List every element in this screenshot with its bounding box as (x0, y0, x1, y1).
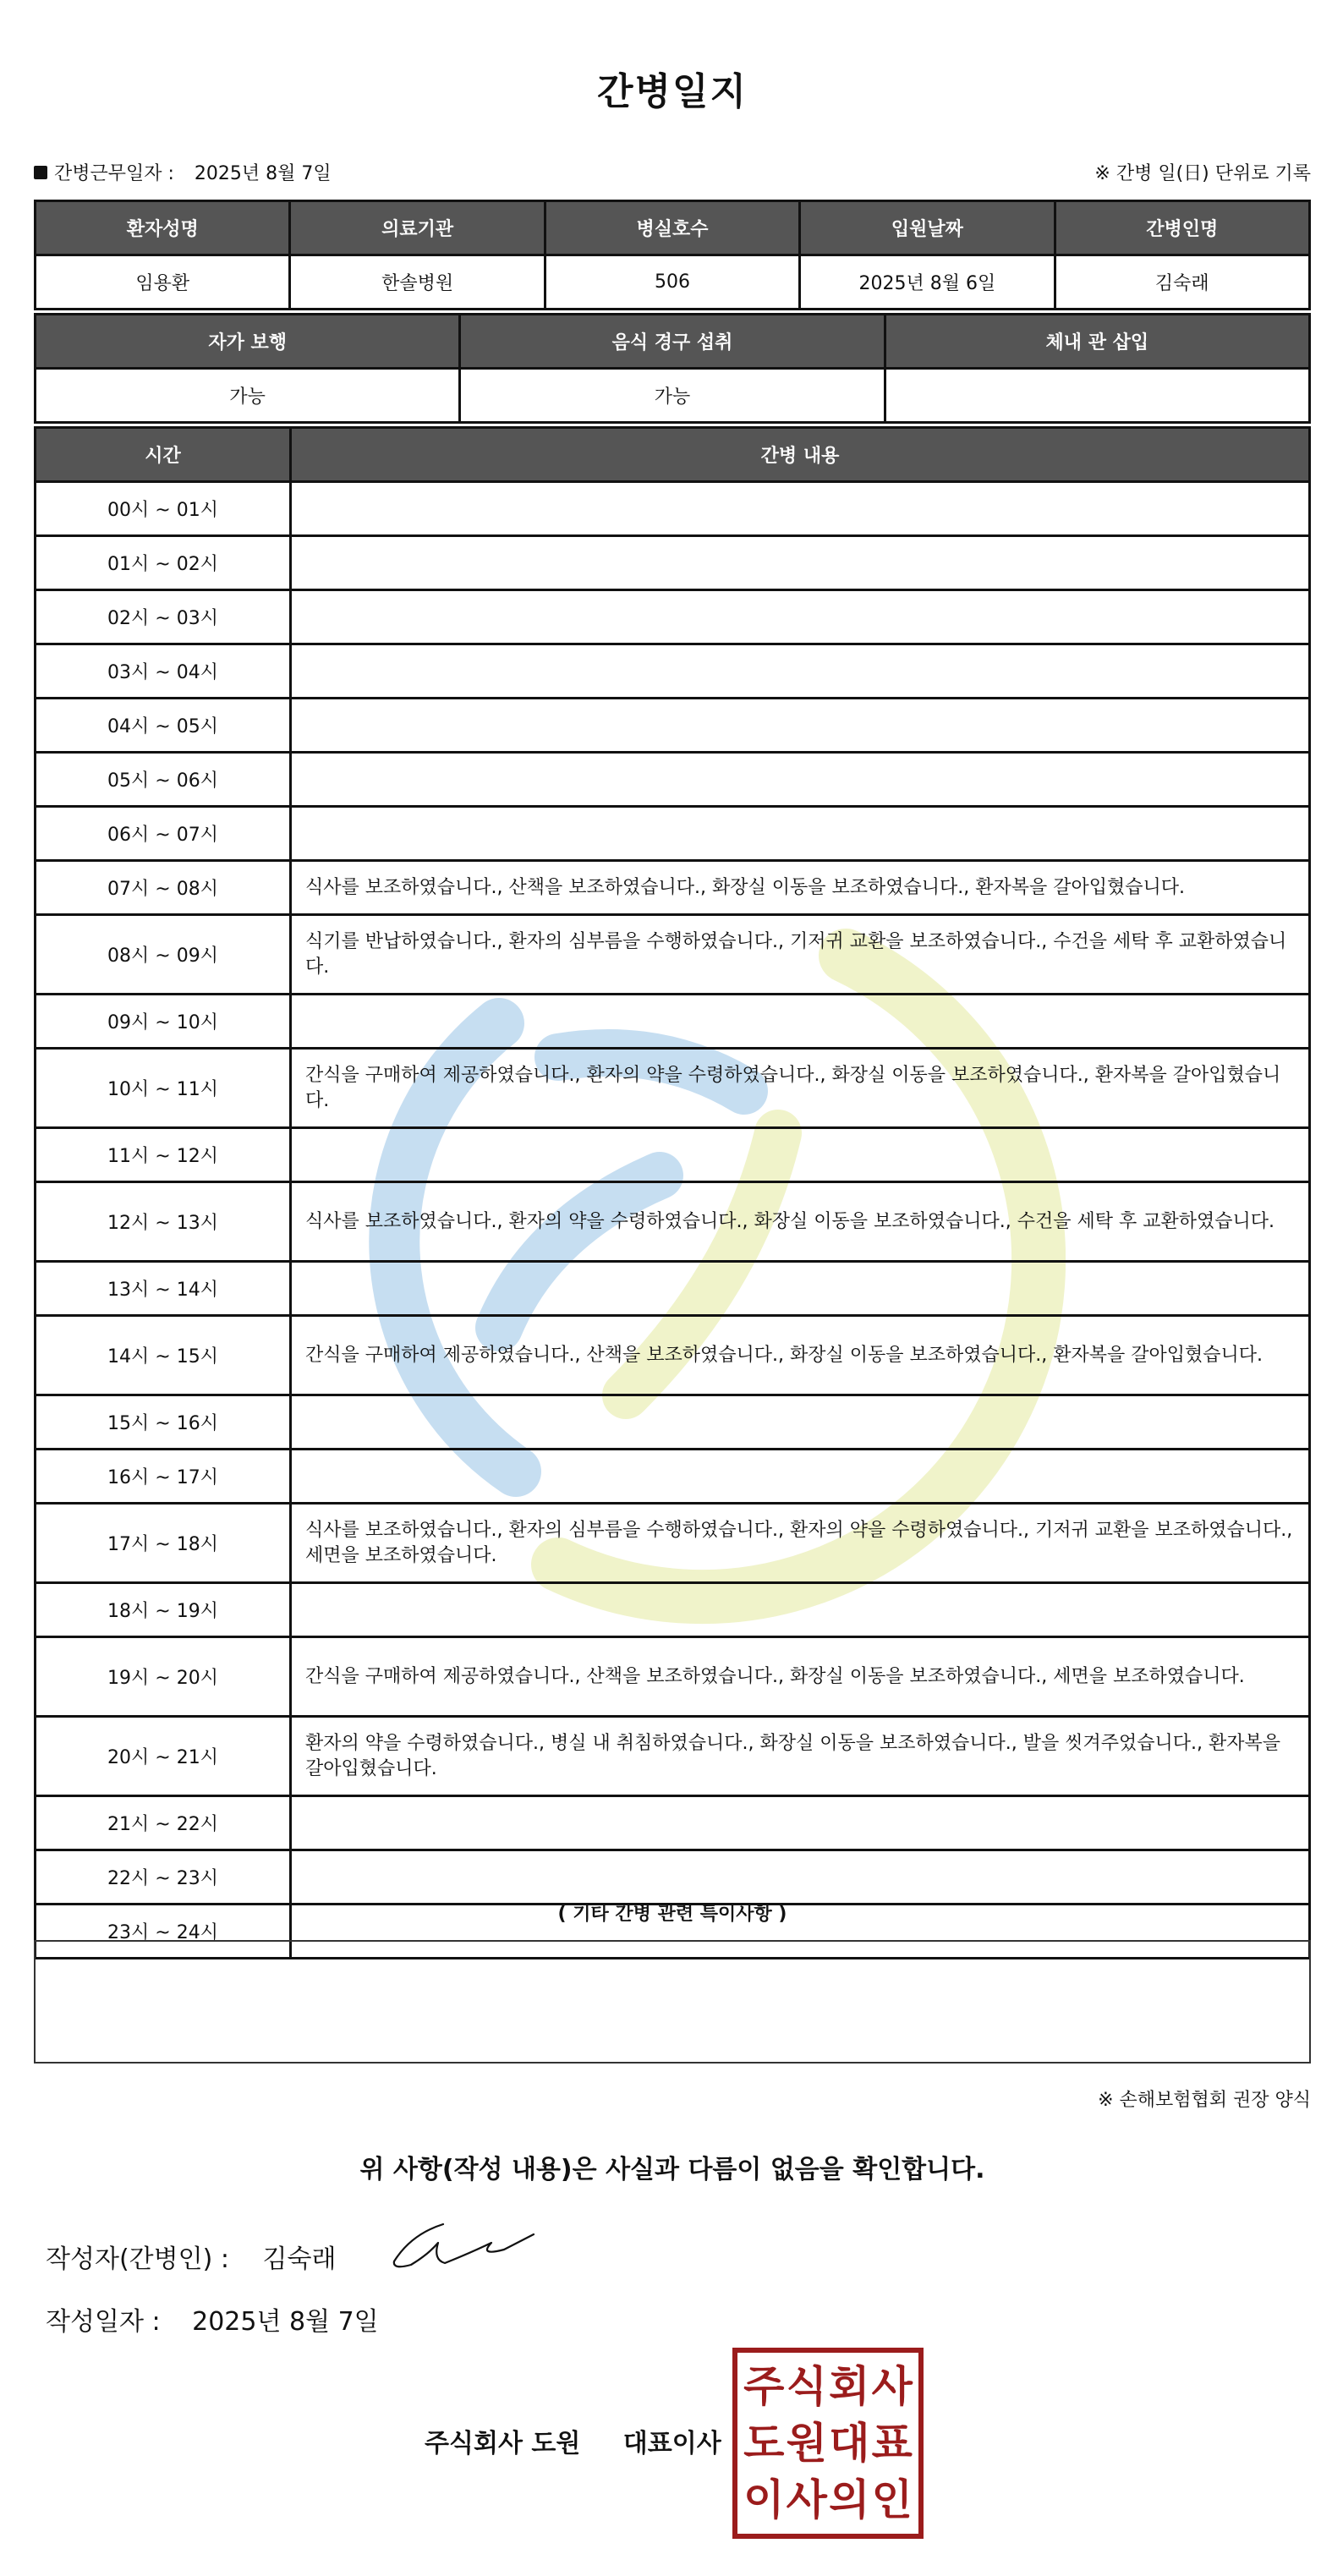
care-log-time: 21시 ~ 22시 (36, 1796, 291, 1850)
care-log-row (36, 1395, 1310, 1450)
care-log-header-row (36, 428, 1310, 482)
care-log-content: 간식을 구매하여 제공하였습니다., 산책을 보조하였습니다., 화장실 이동을 보조하였습니다., 세면을 보조하였습니다. (291, 1637, 1310, 1717)
care-log-time: 06시 ~ 07시 (36, 807, 291, 861)
header-tube-insertion: 체내 관 삽입 (885, 315, 1309, 369)
care-log-row (36, 1262, 1310, 1316)
care-log-row (36, 699, 1310, 753)
care-log-table (34, 426, 1311, 1959)
care-log-row (36, 1049, 1310, 1128)
care-log-body (36, 482, 1310, 1959)
care-log-row (36, 915, 1310, 995)
care-log-row (36, 1796, 1310, 1850)
care-log-time: 16시 ~ 17시 (36, 1450, 291, 1504)
care-log-content: 환자의 약을 수령하였습니다., 병실 내 취침하였습니다., 화장실 이동을 보조하였습니다., 발을 씻겨주었습니다., 환자복을 갈아입혔습니다. (291, 1717, 1310, 1796)
care-log-content: 식기를 반납하였습니다., 환자의 심부름을 수행하였습니다., 기저귀 교환을 보조하였습니다., 수건을 세탁 후 교환하였습니다. (291, 915, 1310, 995)
care-log-time: 23시 ~ 24시 (36, 1905, 291, 1959)
status-info-value-row (36, 369, 1310, 423)
care-log-content: 식사를 보조하였습니다., 환자의 심부름을 수행하였습니다., 환자의 약을 수령하였습니다., 기저귀 교환을 보조하였습니다., 세면을 보조하였습니다. (291, 1504, 1310, 1583)
care-log-content: 간식을 구매하여 제공하였습니다., 환자의 약을 수령하였습니다., 화장실 이동을 보조하였습니다., 환자복을 갈아입혔습니다. (291, 1049, 1310, 1128)
care-log-content (291, 807, 1310, 861)
caregiver-name: 김숙래 (1055, 255, 1309, 310)
care-log-row (36, 1717, 1310, 1796)
written-date-line (46, 2300, 379, 2338)
recommend-note: ※ 손해보험협회 권장 양식 (1098, 2090, 1311, 2111)
status-info-header-row (36, 315, 1310, 369)
care-log-row (36, 1450, 1310, 1504)
seal-character: 인 (871, 2475, 913, 2525)
care-log-row (36, 1182, 1310, 1262)
care-journal-page (34, 0, 1311, 2576)
care-log-row (36, 1316, 1310, 1395)
care-log-content: 간식을 구매하여 제공하였습니다., 산책을 보조하였습니다., 화장실 이동을 보조하였습니다., 환자복을 갈아입혔습니다. (291, 1316, 1310, 1395)
seal-character: 표 (871, 2418, 913, 2468)
care-log-time: 14시 ~ 15시 (36, 1316, 291, 1395)
care-log-content (291, 1583, 1310, 1637)
document-title: 간병일지 (596, 70, 748, 113)
care-log-time: 03시 ~ 04시 (36, 644, 291, 699)
seal-character: 대 (829, 2418, 870, 2468)
header-patient-name: 환자성명 (36, 201, 290, 255)
care-log-time: 10시 ~ 11시 (36, 1049, 291, 1128)
care-log-content (291, 482, 1310, 536)
company-line (425, 2422, 721, 2459)
author-label: 작성자(간병인) : (46, 2244, 229, 2274)
care-log-time: 05시 ~ 06시 (36, 753, 291, 807)
status-info-table (34, 313, 1311, 424)
patient-info-header-row (36, 201, 1310, 255)
header-self-walking: 자가 보행 (36, 315, 460, 369)
work-date-label: 간병근무일자 : (54, 163, 174, 184)
care-log-row (36, 1637, 1310, 1717)
care-log-content (291, 1395, 1310, 1450)
header-room: 병실호수 (545, 201, 799, 255)
header-time: 시간 (36, 428, 291, 482)
care-log-content (291, 753, 1310, 807)
bullet-square-icon (34, 166, 47, 179)
care-log-time: 02시 ~ 03시 (36, 590, 291, 644)
care-log-time: 15시 ~ 16시 (36, 1395, 291, 1450)
care-log-content (291, 536, 1310, 590)
care-log-time: 09시 ~ 10시 (36, 995, 291, 1049)
care-log-time: 11시 ~ 12시 (36, 1128, 291, 1182)
self-walking-value: 가능 (36, 369, 460, 423)
tube-insertion-value (885, 369, 1309, 423)
work-date (34, 159, 332, 185)
care-log-row (36, 590, 1310, 644)
seal-character: 원 (786, 2418, 827, 2468)
care-log-content: 식사를 보조하였습니다., 산책을 보조하였습니다., 화장실 이동을 보조하였습니다., 환자복을 갈아입혔습니다. (291, 861, 1310, 915)
care-log-content (291, 995, 1310, 1049)
room-number: 506 (545, 255, 799, 310)
company-seal (732, 2348, 924, 2539)
care-log-row (36, 753, 1310, 807)
care-log-time: 00시 ~ 01시 (36, 482, 291, 536)
hospital-name: 한솔병원 (290, 255, 545, 310)
care-log-content (291, 644, 1310, 699)
care-log-row (36, 1583, 1310, 1637)
patient-name: 임용환 (36, 255, 290, 310)
care-log-time: 13시 ~ 14시 (36, 1262, 291, 1316)
seal-character: 도 (743, 2418, 785, 2468)
seal-character: 회 (829, 2361, 870, 2411)
care-log-time: 17시 ~ 18시 (36, 1504, 291, 1583)
care-log-time: 01시 ~ 02시 (36, 536, 291, 590)
care-log-time: 08시 ~ 09시 (36, 915, 291, 995)
patient-info-value-row (36, 255, 1310, 310)
care-log-content (291, 1262, 1310, 1316)
seal-character: 식 (786, 2361, 827, 2411)
care-log-row (36, 1850, 1310, 1905)
header-admission-date: 입원날짜 (800, 201, 1055, 255)
care-log-row (36, 807, 1310, 861)
confirm-statement: 위 사항(작성 내용)은 사실과 다름이 없음을 확인합니다. (359, 2155, 985, 2184)
record-note: ※ 간병 일(日) 단위로 기록 (1094, 163, 1311, 184)
care-log-row (36, 995, 1310, 1049)
care-log-content (291, 590, 1310, 644)
patient-info-table (34, 200, 1311, 310)
seal-characters (743, 2358, 913, 2529)
seal-character: 주 (743, 2361, 785, 2411)
seal-character: 사 (871, 2361, 913, 2411)
care-log-row (36, 536, 1310, 590)
care-log-row (36, 644, 1310, 699)
seal-character: 의 (829, 2475, 870, 2525)
care-log-content (291, 1796, 1310, 1850)
care-log-content: 식사를 보조하였습니다., 환자의 약을 수령하였습니다., 화장실 이동을 보조하였습니다., 수건을 세탁 후 교환하였습니다. (291, 1182, 1310, 1262)
care-log-time: 22시 ~ 23시 (36, 1850, 291, 1905)
admission-date: 2025년 8월 6일 (800, 255, 1055, 310)
notes-box (34, 1940, 1311, 2064)
header-hospital: 의료기관 (290, 201, 545, 255)
header-caregiver: 간병인명 (1055, 201, 1309, 255)
company-name: 주식회사 도원 (425, 2429, 581, 2458)
care-log-time: 04시 ~ 05시 (36, 699, 291, 753)
oral-intake-value: 가능 (460, 369, 885, 423)
author-value: 김숙래 (262, 2244, 337, 2274)
author-line (46, 2238, 336, 2275)
care-log-content (291, 1850, 1310, 1905)
notes-title: ( 기타 간병 관련 특이사항 ) (557, 1904, 787, 1925)
written-date-value: 2025년 8월 7일 (192, 2307, 379, 2337)
work-date-value: 2025년 8월 7일 (194, 163, 332, 184)
care-log-time: 07시 ~ 08시 (36, 861, 291, 915)
care-log-row (36, 1128, 1310, 1182)
care-log-time: 20시 ~ 21시 (36, 1717, 291, 1796)
seal-character: 이 (743, 2475, 785, 2525)
signature (377, 2217, 546, 2277)
care-log-content (291, 699, 1310, 753)
care-log-row (36, 482, 1310, 536)
ceo-label: 대표이사 (622, 2429, 721, 2458)
header-care-content: 간병 내용 (291, 428, 1310, 482)
care-log-time: 19시 ~ 20시 (36, 1637, 291, 1717)
care-log-row (36, 1504, 1310, 1583)
written-date-label: 작성일자 : (46, 2307, 161, 2337)
seal-character: 사 (786, 2475, 827, 2525)
care-log-content (291, 1128, 1310, 1182)
care-log-row (36, 861, 1310, 915)
care-log-time: 18시 ~ 19시 (36, 1583, 291, 1637)
care-log-time: 12시 ~ 13시 (36, 1182, 291, 1262)
care-log-content (291, 1450, 1310, 1504)
header-oral-intake: 음식 경구 섭취 (460, 315, 885, 369)
